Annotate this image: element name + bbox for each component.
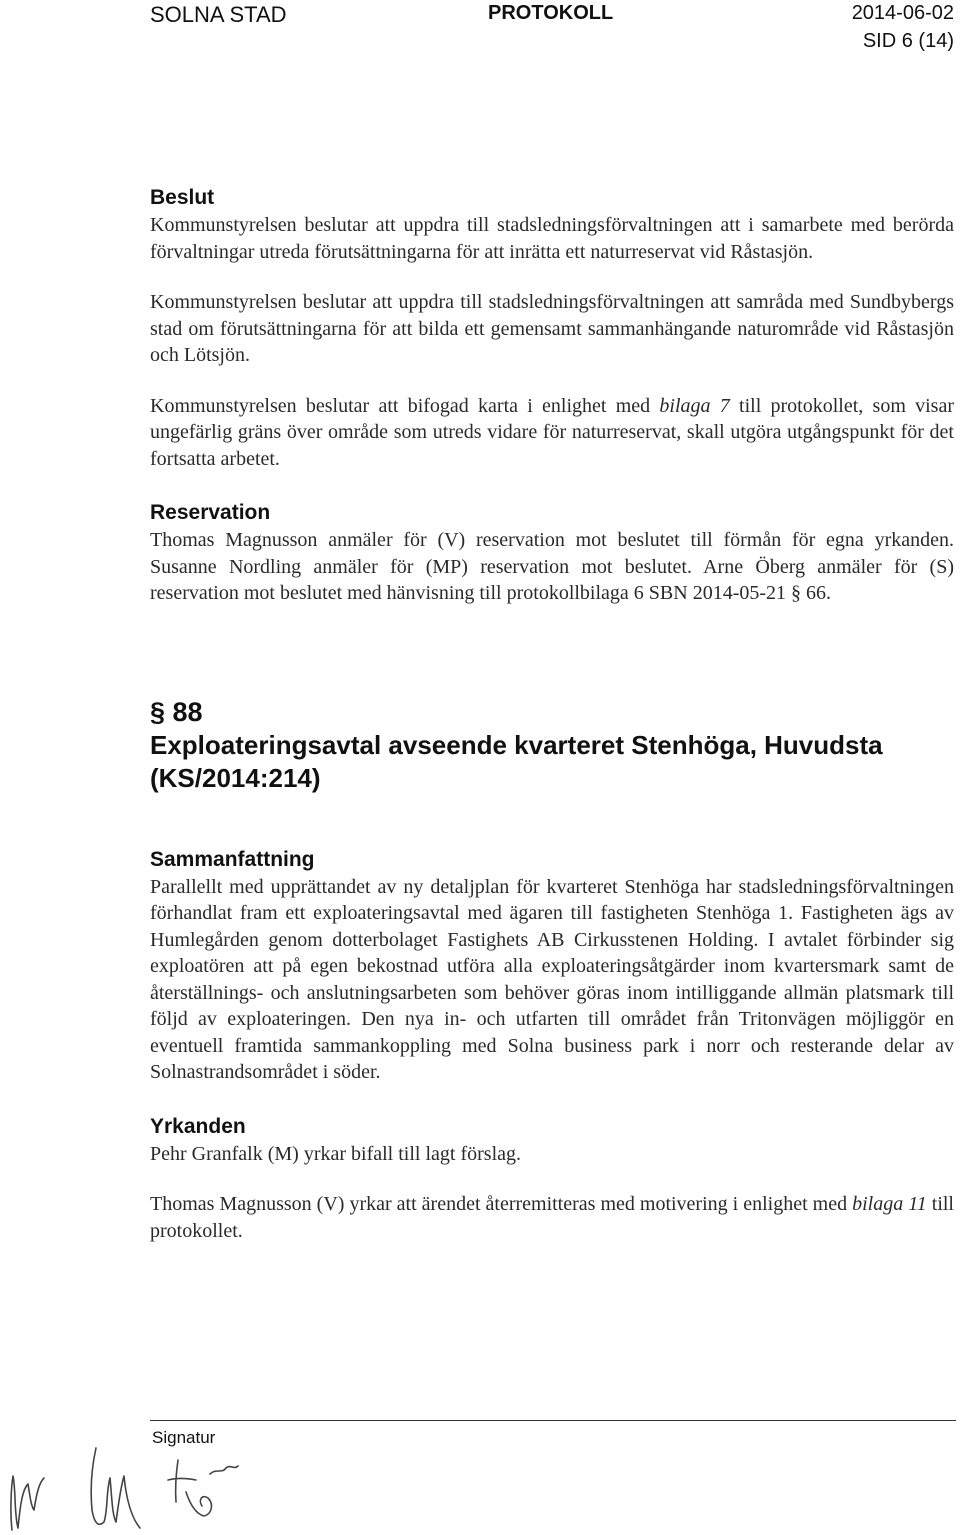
yrkanden-p2-text-a: Thomas Magnusson (V) yrkar att ärendet återremitteras med motivering i enlighet med [150,1193,853,1215]
section-number: § 88 [150,696,203,727]
section-title: Exploateringsavtal avseende kvarteret Stenhöga, Huvudsta (KS/2014:214) [150,729,883,793]
handwritten-signatures [0,1418,320,1535]
beslut-paragraph-1: Kommunstyrelsen beslutar att uppdra till stadsledningsförvaltningen att i samarbete med berörda förvaltningar utreda förutsättningarna för att inrätta ett naturreservat vid Råstasjön. [150,214,954,263]
reservation-paragraph: Thomas Magnusson anmäler för (V) reservation mot beslutet till förmån för egna yrkanden. Susanne Nordling anmäler för (MP) reservation mot beslutet. Arne Öberg anmäler för (S) reservation mot beslutet med hänvisning till protokollbilaga 6 SBN 2014-05-21 § 66. [150,529,954,604]
beslut-paragraph-2: Kommunstyrelsen beslutar att uppdra till stadsledningsförvaltningen att samråda med Sundbybergs stad om förutsättningarna för att bilda ett gemensamt sammanhängande naturområde vid Råstasjön och Lötsjön. [150,291,954,366]
document-type: PROTOKOLL [488,2,614,24]
beslut-p3-text-a: Kommunstyrelsen beslutar att bifogad karta i enlighet med [150,394,660,417]
organization-name: SOLNA STAD [150,2,287,27]
sammanfattning-paragraph: Parallellt med upprättandet av ny detaljplan för kvarteret Stenhöga har stadsledningsförvaltningen förhandlat fram ett exploateringsavtal med ägaren till fastigheten Stenhöga 1. Fastigheten ägs av Humlegården genom dotterbolaget Fastighets AB Cirkusstenen Holding. I avtalet förbinder sig exploatören att på egen bekostnad utföra alla exploateringsåtgärder inom kvartersmark samt de återställnings- och anslutningsarbeten som behöver göras inom intilliggande allmän platsmark till följd av exploateringen. Den nya in- och utfarten till området från Tritonvägen möjliggör en eventuell framtida sammankoppling med Solna business park i norr och resterande delar av Solnastrandsområdet i söder. [150,875,954,1083]
beslut-paragraph-3 [150,393,954,473]
reservation-heading: Reservation [150,501,271,524]
yrkanden-paragraph-2 [150,1191,954,1244]
page-number: SID 6 (14) [862,30,954,52]
signature-2 [91,1448,140,1528]
yrkanden-paragraph-1: Pehr Granfalk (M) yrkar bifall till lagt förslag. [150,1142,521,1165]
sammanfattning-heading: Sammanfattning [150,847,315,871]
signature-1 [11,1476,44,1530]
signature-3 [168,1460,238,1516]
page-header [0,0,960,60]
beslut-p3-text-b: till protokollet, som visar ungefärlig gräns över område som utreds vidare för naturreservat, skall utgöra utgångspunkt för det fortsatta arbetet. [150,394,954,470]
yrkanden-p2-text-b: till protokollet. [150,1193,954,1242]
signature-label: Signatur [152,1428,216,1447]
document-body [150,185,954,1244]
beslut-heading: Beslut [150,186,215,209]
bilaga-7-reference: bilaga 7 [659,394,730,417]
bilaga-11-reference: bilaga 11 [852,1193,927,1215]
yrkanden-heading: Yrkanden [150,1114,246,1138]
document-date: 2014-06-02 [851,2,954,24]
